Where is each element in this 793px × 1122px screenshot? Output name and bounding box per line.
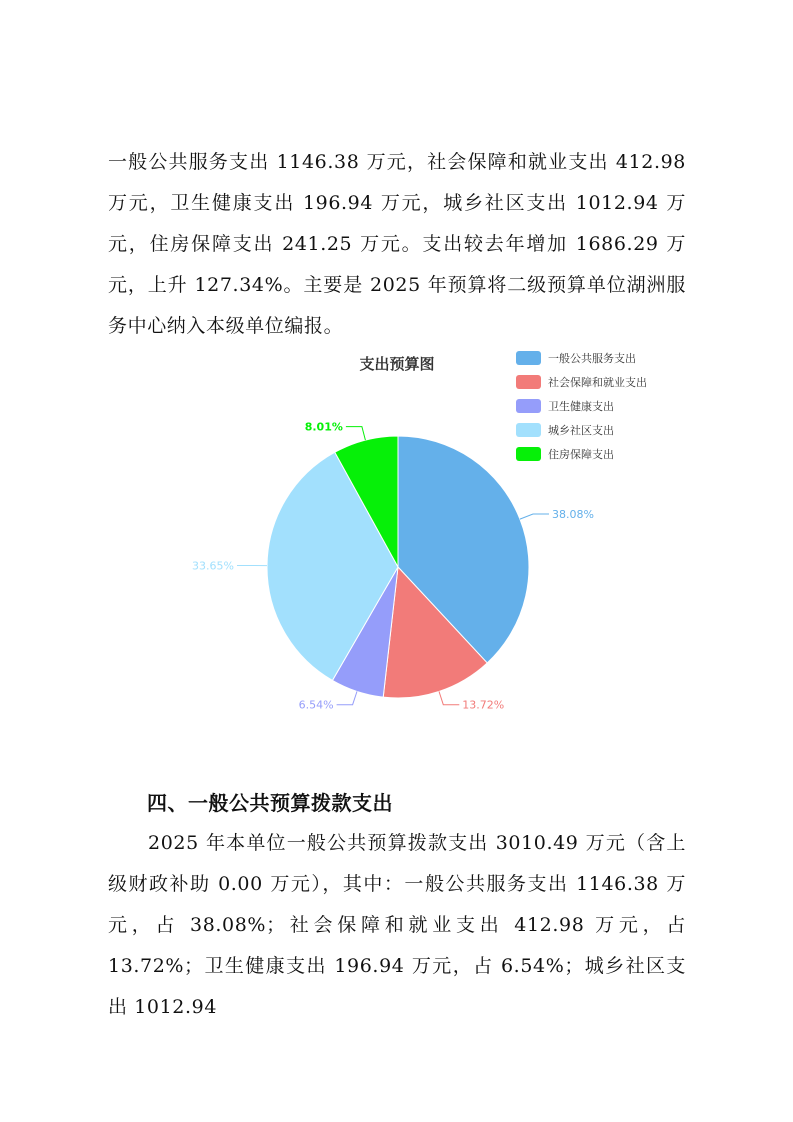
pie-slices [267, 436, 529, 698]
legend-swatch [516, 351, 541, 365]
expenditure-pie-chart [180, 340, 680, 730]
paragraph-expenditure-breakdown: 一般公共服务支出 1146.38 万元，社会保障和就业支出 412.98 万元，卫生健康支出 196.94 万元，城乡社区支出 1012.94 万元，住房保障支出 241.25 万元。支出较去年增加 1686.29 万元，上升 127.34%。主要是 2025 年预算将二级预算单位湖洲服务中心纳入本级单位编报。 [108, 151, 686, 337]
legend-swatch [516, 399, 541, 413]
legend-label: 卫生健康支出 [548, 400, 614, 413]
pie-label-line [520, 514, 549, 519]
pie-label-line [337, 691, 357, 704]
pie-label-line [439, 691, 459, 704]
pie-data-label: 8.01% [304, 420, 343, 434]
section-heading: 四、一般公共预算拨款支出 [147, 791, 393, 815]
paragraph-general-budget: 2025 年本单位一般公共预算拨款支出 3010.49 万元（含上级财政补助 0.00 万元），其中：一般公共服务支出 1146.38 万元，占 38.08%；社会保障和就业支出 412.98 万元，占 13.72%；卫生健康支出 196.94 万元，占 6.54%；城乡社区支出 1012.94 [108, 832, 686, 1018]
pie-data-label: 6.54% [298, 698, 334, 712]
pie-label-line [346, 427, 366, 441]
chart-title: 支出预算图 [359, 355, 435, 373]
pie-data-label: 13.72% [462, 698, 505, 712]
legend-swatch [516, 423, 541, 437]
chart-legend [516, 351, 647, 461]
legend-swatch [516, 375, 541, 389]
pie-data-label: 33.65% [192, 559, 234, 573]
legend-label: 社会保障和就业支出 [548, 376, 647, 389]
legend-label: 住房保障支出 [548, 448, 614, 461]
legend-label: 城乡社区支出 [548, 424, 614, 437]
legend-label: 一般公共服务支出 [548, 352, 636, 365]
pie-data-label: 38.08% [552, 508, 594, 521]
legend-swatch [516, 447, 541, 461]
